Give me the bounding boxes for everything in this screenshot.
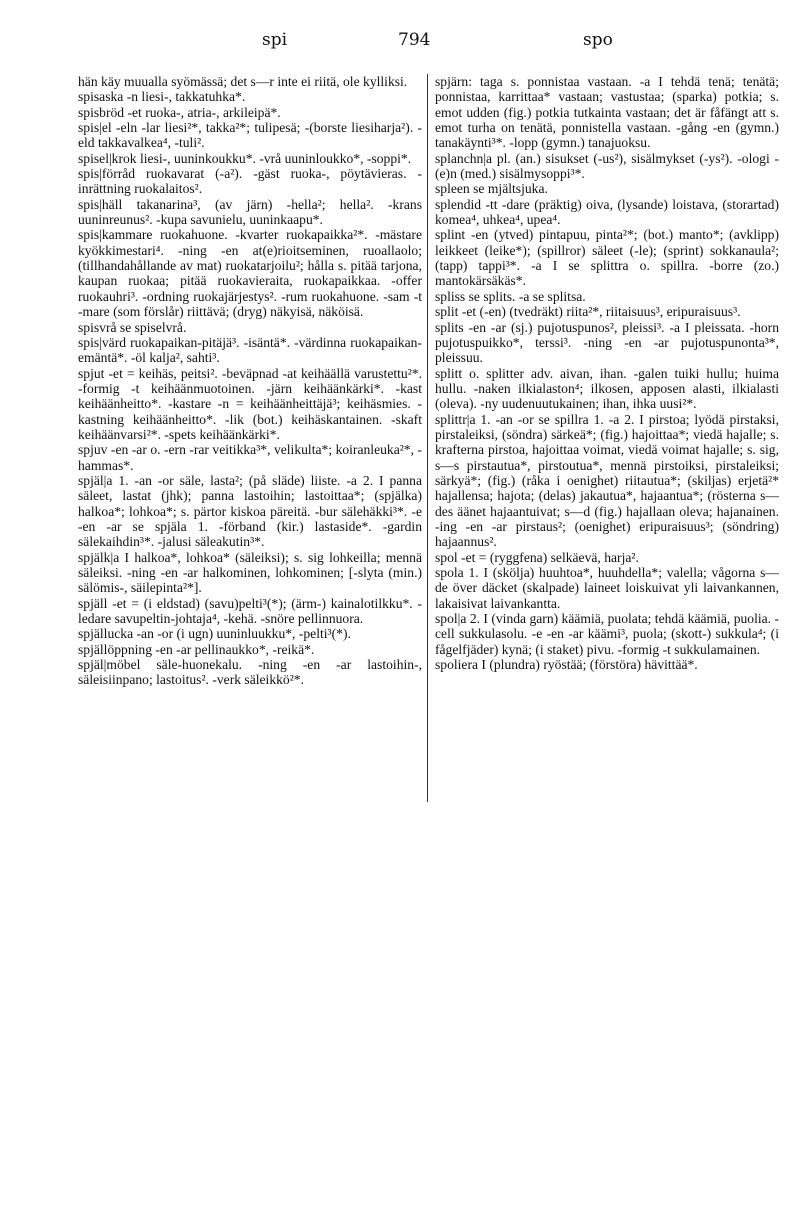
page-number: 794 <box>398 30 431 50</box>
dictionary-entry: spjällucka -an -or (i ugn) uuninluukku*, -pelti³(*). <box>78 626 351 642</box>
dictionary-entry: splint -en (ytved) pintapuu, pinta²*; (bot.) manto*; (avklipp) leikkeet (leike*); (spillror) säleet (-le); (sprint) sokkanaula²; (tapp) tappi³*. -a I se splittra o. spillra. -borre (zo.) mantokärsäkäs*. <box>435 227 779 289</box>
left-guide-word: spi <box>262 30 288 50</box>
dictionary-entry: spoliera I (plundra) ryöstää; (förstöra) hävittää*. <box>435 657 698 673</box>
dictionary-entry: spisaska -n liesi-, takkatuhka*. <box>78 89 246 105</box>
dictionary-entry: spjälk|a I halkoa*, lohkoa* (säleiksi); s. sig lohkeilla; mennä säleiksi. -ning -en -ar halkominen, lohkominen; [-slyta (min.) sälömis-, säilepinta²*]. <box>78 549 422 596</box>
dictionary-entry: splanchn|a pl. (an.) sisukset (-us²), sisälmykset (-ys²). -ologi -(e)n (med.) sisälmysoppi³*. <box>435 150 779 182</box>
dictionary-entry: spisvrå se spiselvrå. <box>78 319 187 335</box>
column-divider <box>427 74 428 802</box>
right-column <box>435 74 779 672</box>
dictionary-entry: spjäl|möbel säle-huonekalu. -ning -en -ar lastoihin-, säleisiinpano; lastoitus². -verk säleikkö²*. <box>78 657 422 688</box>
dictionary-entry: spola 1. I (skölja) huuhtoa*, huuhdella*; valella; vågorna s—de över däcket (skalpade) laineet loiskuivat yli laivankannen, lakaisivat laivankantta. <box>435 565 779 611</box>
dictionary-entry: spjäll -et = (i eldstad) (savu)pelti³(*); (ärm-) kainalotilkku*. -ledare savupeltin-johtaja⁴, -kehä. -snöre pellinnuora. <box>78 595 422 627</box>
dictionary-entry: spjut -et = keihäs, peitsi². -beväpnad -at keihäällä varustettu²*. -formig -t keihäänmuotoinen. -järn keihäänkärki*. -kast keihäänheitto*. -kastare -n = keihäänheittäjä³; keihäsmies. -kastning keihäänheitto*. -lik (bot.) keihäskantainen. -skaft keihäänvarsi²*. -spets keihäänkärki*. <box>78 365 422 442</box>
dictionary-entry: spol -et = (ryggfena) selkäevä, harja². <box>435 549 639 565</box>
dictionary-entry: spis|kammare ruokahuone. -kvarter ruokapaikka²*. -mästare kyökkimestari⁴. -ning -en at(e)rioitseminen, ruoallaolo; (tillhandahållande av mat) ruokatarjoilu²; hålla s. pitää tarjona, kaupan ruokaa; pitää ruokavieraita, ruokapaikkaa. -offer ruokauhri³. -ordning ruokajärjestys². -rum ruokahuone. -sam -t -mare (som förslår) riittävä; (dryg) näkyisä, näköisä. <box>78 227 422 320</box>
page-header <box>0 30 808 60</box>
dictionary-entry: spjärn: taga s. ponnistaa vastaan. -a I tehdä tenä; tenätä; ponnistaa, karrittaa* vastaan; vastustaa; (sparka) potkia; s. emot udden (fig.) potkia tutkainta vastaan; det är fåfängt att s. emot turha on tenätä, ponnistella vastaan. -gång -en (gymn.) tanakäynti³*. -lopp (gymn.) tanajuoksu. <box>435 74 779 151</box>
dictionary-entry: spliss se splits. -a se splitsa. <box>435 288 586 304</box>
dictionary-entry: spis|häll takanarina³, (av järn) -hella²; hella². -krans uuninreunus². -kupa savunielu, uuninkaapu*. <box>78 196 422 228</box>
right-guide-word: spo <box>583 30 613 50</box>
dictionary-entry: split -et (-en) (tvedräkt) riita²*, riitaisuus³, eripuraisuus³. <box>435 304 741 320</box>
dictionary-entry: spjäl|a 1. -an -or säle, lasta²; (på släde) liiste. -a 2. I panna säleet, lastat (jhk); panna lastoihin; lastoittaa*; (spjälka) halkoa*; lohkoa*; s. pärtor kiskoa päreitä. -bur sälehäkki³*. -e -en -ar se spjäla 1. -förband (kir.) lastaside*. -gardin sälekaihdin³*. -jalusi säleakutin³*. <box>78 472 422 550</box>
dictionary-entry: spis|värd ruokapaikan-pitäjä³. -isäntä*. -värdinna ruokapaikan-emäntä*. -öl kalja², sahti³. <box>78 334 422 366</box>
dictionary-entry: splits -en -ar (sj.) pujotuspunos², pleissi³. -a I pleissata. -horn pujotuspuikko*, terssi³. -ning -en -ar pujotuspunonta³*, pleissuu. <box>435 319 779 366</box>
dictionary-entry: splittr|a 1. -an -or se spillra 1. -a 2. I pirstoa; lyödä pirstaksi, pirstaleiksi, (söndra) särkeä*; (fig.) hajoittaa*; viedä hajalle; s. krafterna pirstoa, hajoittaa voimat, viedä voimat hajalle; s. sig, s—s pirstautua*, pirstoutua*, mennä pirstoiksi, pirstaleiksi; särkyä*; (fig.) (råka i oenighet) riitautua*; (skiljas) erjetä²* hajallensa; hajota; (delas) jakautua*, hajaantua*; (rösterna s—des äänet hajaantuivat; s—d (fig.) hajallaan oleva; hajanainen. -ing -en -ar pirstaus²; (oenighet) eripuraisuus³; (söndring) hajaannus². <box>435 411 779 550</box>
dictionary-entry: spisel|krok liesi-, uuninkoukku*. -vrå uuninloukko*, -soppi*. <box>78 150 412 166</box>
left-column <box>78 74 422 688</box>
dictionary-entry: splendid -tt -dare (präktig) oiva, (lysande) loistava, (storartad) komea⁴, uhkea⁴, upea⁴. <box>435 196 779 228</box>
dictionary-entry: splitt o. splitter adv. aivan, ihan. -galen tuiki hullu; huima hullu. -naken ilkialaston⁴; ilkosen, apposen alasti, ilkialasti (oleva). -ny uudenuutukainen; ihan, ihka uusi²*. <box>435 365 779 412</box>
dictionary-entry: spleen se mjältsjuka. <box>435 181 548 197</box>
dictionary-entry: spjuv -en -ar o. -ern -rar veitikka³*, velikulta*; koiranleuka²*, -hammas*. <box>78 442 422 473</box>
dictionary-entry: spjällöppning -en -ar pellinaukko*, -reikä*. <box>78 641 315 657</box>
dictionary-entry: spis|el -eln -lar liesi²*, takka²*; tulipesä; -(borste liesiharja²). -eld takkavalkea⁴, -tuli². <box>78 120 422 151</box>
dictionary-entry: spisbröd -et ruoka-, atria-, arkileipä*. <box>78 104 281 120</box>
dictionary-entry: spis|förråd ruokavarat (-a²). -gäst ruoka-, pöytävieras. -inrättning ruokalaitos². <box>78 166 422 197</box>
dictionary-entry: hän käy muualla syömässä; det s—r inte ei riitä, ole kylliksi. <box>78 74 408 89</box>
dictionary-entry: spol|a 2. I (vinda garn) käämiä, puolata; tehdä käämiä, puolia. -cell sukkulasolu. -e -en -ar käämi³, puola; (skott-) sukkula⁴; (i fågelfjäder) kynä; (i staket) pivu. -formig -t sukkulamainen. <box>435 611 779 657</box>
